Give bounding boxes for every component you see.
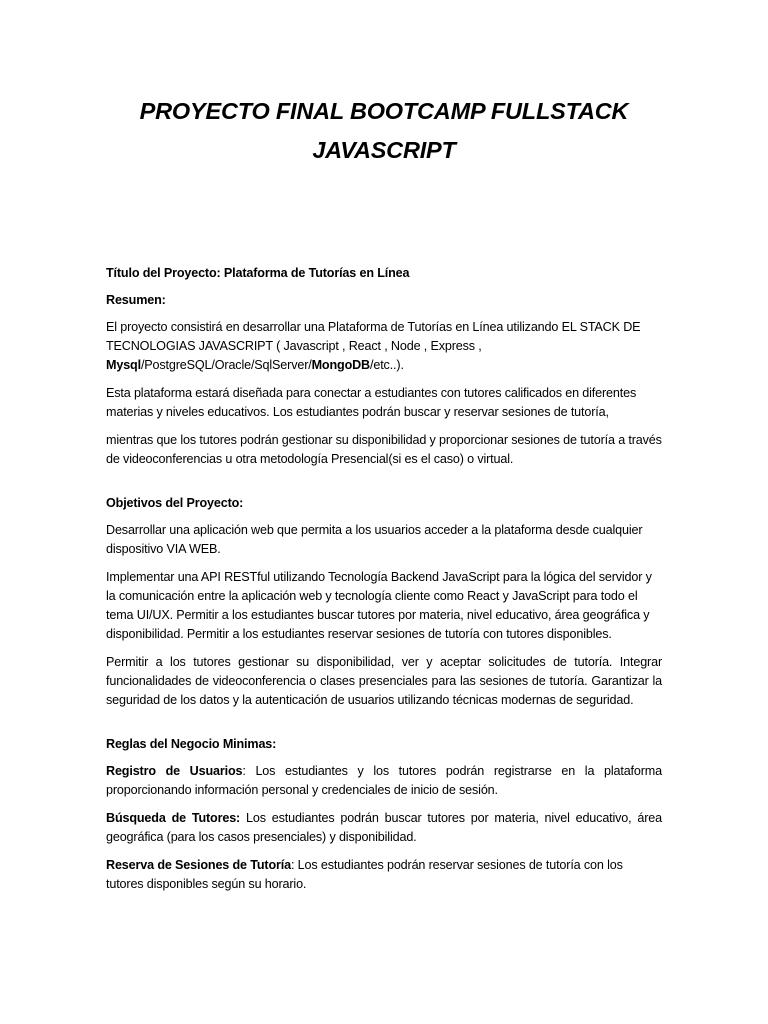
summary-paragraph-2: Esta plataforma estará diseñada para conectar a estudiantes con tutores calificados en diferentes materias y niveles educativos. Los estudiantes podrán buscar y reservar sesiones de tutoría, xyxy=(106,386,637,419)
objectives-paragraph-3: Permitir a los tutores gestionar su disponibilidad, ver y aceptar solicitudes de tutoría. Integrar funcionalidades de videoconferencia o clases presenciales para las sesiones de tutoría. Garantizar la seguridad de los datos y la autenticación de usuarios utilizando técnicas modernas de seguridad. xyxy=(106,655,662,707)
rule-label: Registro de Usuarios xyxy=(106,764,243,778)
objectives-heading-text: Objetivos del Proyecto: xyxy=(106,496,244,510)
rule-text: : Los estudiantes y los tutores podrán registrarse en la plataforma proporcionando información personal y credenciales de inicio de sesión. xyxy=(106,764,662,797)
rule-text: : Los estudiantes podrán reservar sesiones de tutoría con los tutores disponibles según su horario. xyxy=(106,858,623,891)
summary-heading xyxy=(106,291,662,310)
document-body xyxy=(106,264,662,894)
project-title-text: Título del Proyecto: Plataforma de Tutorías en Línea xyxy=(106,266,410,280)
rule-label: Reserva de Sesiones de Tutoría xyxy=(106,858,291,872)
summary-p1-mysql: Mysql xyxy=(106,358,141,372)
objectives-paragraph-2: Implementar una API RESTful utilizando Tecnología Backend JavaScript para la lógica del servidor y la comunicación entre la aplicación web y tecnología cliente como React y JavaScript para todo el tema UI/UX. Permitir a los estudiantes buscar tutores por materia, nivel educativo, área geográfica y disponibilidad. Permitir a los estudiantes reservar sesiones de tutoría con tutores disponibles. xyxy=(106,570,652,641)
rule-label: Búsqueda de Tutores: xyxy=(106,811,241,825)
rule-item xyxy=(106,762,662,800)
summary-p1-text-b: /PostgreSQL/Oracle/SqlServer/ xyxy=(140,358,312,372)
document-title xyxy=(106,92,662,170)
summary-paragraph-3: mientras que los tutores podrán gestionar su disponibilidad y proporcionar sesiones de tutoría a través de videoconferencias u otra metodología Presencial(si es el caso) o virtual. xyxy=(106,433,662,466)
summary-p1-mongodb: MongoDB xyxy=(311,358,370,372)
objectives-paragraph-1: Desarrollar una aplicación web que permita a los usuarios acceder a la plataforma desde cualquier dispositivo VIA WEB. xyxy=(106,523,643,556)
project-title xyxy=(106,264,662,283)
summary-paragraph-1 xyxy=(106,318,662,375)
rule-item xyxy=(106,809,662,847)
title-line-1: PROYECTO FINAL BOOTCAMP FULLSTACK xyxy=(139,98,629,124)
summary-p1-text-a: El proyecto consistirá en desarrollar una Plataforma de Tutorías en Línea utilizando EL STACK DE TECNOLOGIAS JAVASCRIPT ( Javascript , React , Node , Express , xyxy=(106,320,641,353)
summary-heading-text: Resumen: xyxy=(106,293,166,307)
rule-text: Los estudiantes podrán buscar tutores por materia, nivel educativo, área geográfica (para los casos presenciales) y disponibilidad. xyxy=(106,811,663,844)
title-line-2: JAVASCRIPT xyxy=(312,137,456,163)
summary-p1-text-c: /etc..). xyxy=(370,358,404,372)
rules-heading-text: Reglas del Negocio Minimas: xyxy=(106,737,277,751)
rule-item xyxy=(106,856,662,894)
objectives-heading xyxy=(106,494,662,513)
rules-heading xyxy=(106,735,662,754)
